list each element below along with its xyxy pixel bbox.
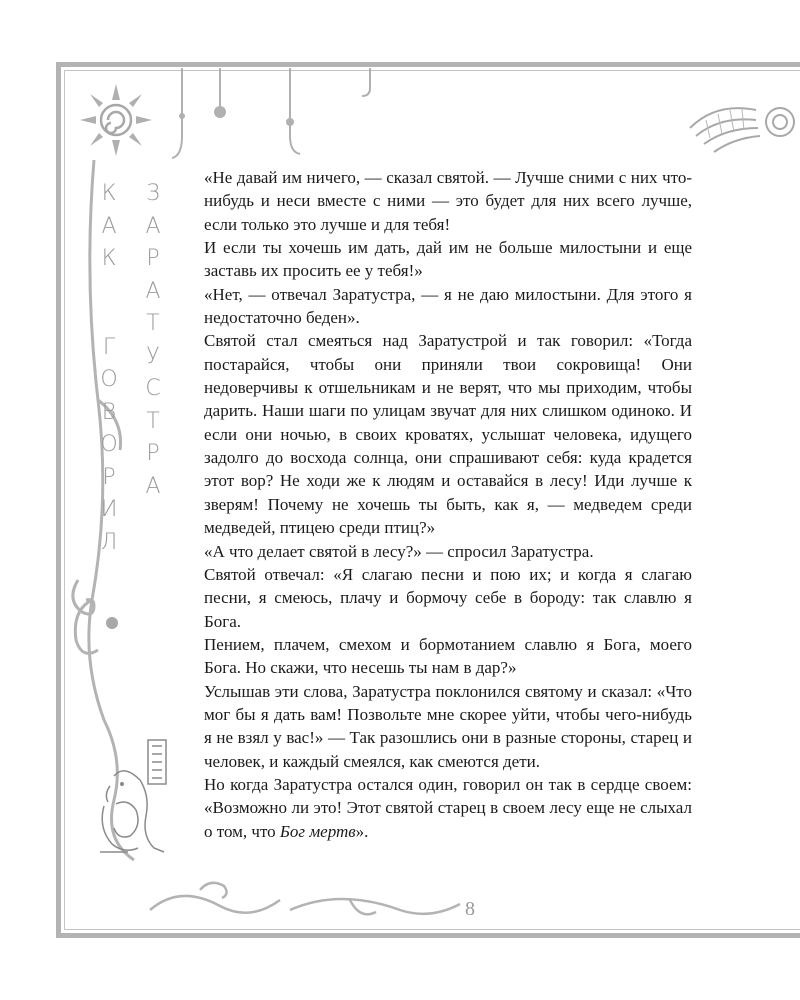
title-letter: У	[146, 343, 160, 369]
final-paragraph	[204, 773, 692, 843]
title-letter: А	[145, 213, 161, 239]
winged-disc-icon	[686, 82, 800, 162]
title-letter: И	[100, 497, 118, 522]
paragraph: Услышав эти слова, Заратустра поклонился святому и сказал: «Что мог бы я дать вам! Позвольте мне скорее уйти, чтобы чего-нибудь я не взял у вас!» — Так разошлись они в разные стороны, старец и человек, и каждый смеялся, как смеются дети.	[204, 681, 692, 771]
title-letter: Т	[146, 311, 160, 336]
title-letter: А	[145, 473, 161, 499]
final-paragraph-tail: ».	[355, 821, 369, 841]
title-letter: К	[101, 181, 117, 206]
paragraph: Святой отвечал: «Я слагаю песни и пою их; и когда я слагаю песни, я смеюсь, плачу и бормочу себе в бороду: так славлю я Бога.	[204, 564, 692, 631]
title-letter: О	[100, 432, 118, 457]
title-letter: А	[101, 213, 117, 239]
body-text	[204, 166, 692, 843]
vertical-title-col1	[94, 178, 124, 559]
paragraph: Святой стал смеяться над Заратустрой и так говорил: «Тогда постарайся, чтобы они приняли твои сокровища! Они недоверчивы к отшельникам и не верят, что мы приходим, чтобы дарить. Наши шаги по улицам звучат для них слишком одиноко. И если они ночью, в своих кроватях, услышат человека, идущего задолго до восхода солнца, они спрашивают себя: куда крадется этот вор? Не ходи же к людям и оставайся в лесу! Иди лучше к зверям! Почему не хочешь ты быть, как я, — медведем среди медведей, птицею среди птиц?»	[204, 331, 692, 538]
hanging-ornament-icon	[160, 66, 400, 166]
final-paragraph-text: Но когда Заратустра остался один, говорил он так в сердце своем: «Возможно ли это! Этот святой старец в своем лесу еще не слыхал о том, что	[204, 774, 692, 841]
paragraph: «Нет, — отвечал Заратустра, — я не даю милостыни. Для этого я недостаточно беден».	[204, 284, 692, 328]
emphasis-text: Бог мертв	[279, 821, 356, 841]
title-letter: С	[145, 376, 161, 401]
page-number: 8	[465, 898, 475, 920]
title-letter: З	[146, 181, 160, 206]
vertical-title-col2	[138, 178, 168, 503]
title-letter: В	[101, 399, 117, 425]
title-letter: А	[145, 278, 161, 304]
title-letter: О	[100, 367, 118, 392]
title-letter: Т	[146, 408, 160, 434]
title-letter: Р	[102, 464, 116, 490]
paragraph: «А что делает святой в лесу?» — спросил Заратустра.	[204, 541, 594, 561]
sun-ornament-icon	[76, 80, 156, 160]
title-letter: Г	[102, 334, 116, 360]
paragraph: «Не давай им ничего, — сказал святой. — Лучше сними с них что-нибудь и неси вместе с ними — это будет для них всего лучше, если только это лучше и для тебя!	[204, 168, 692, 234]
griffin-ornament-icon	[94, 736, 184, 858]
title-letter: Л	[100, 529, 118, 555]
title-letter: К	[101, 246, 117, 271]
scroll-ornament-icon	[140, 870, 470, 930]
paragraph: Пением, плачем, смехом и бормотанием славлю я Бога, моего Бога. Но скажи, что несешь ты нам в дар?»	[204, 634, 692, 678]
paragraph: И если ты хочешь им дать, дай им не больше милостыни и еще заставь их просить ее у тебя!»	[204, 238, 692, 281]
title-letter: Р	[146, 441, 160, 466]
title-letter: Р	[146, 246, 160, 271]
